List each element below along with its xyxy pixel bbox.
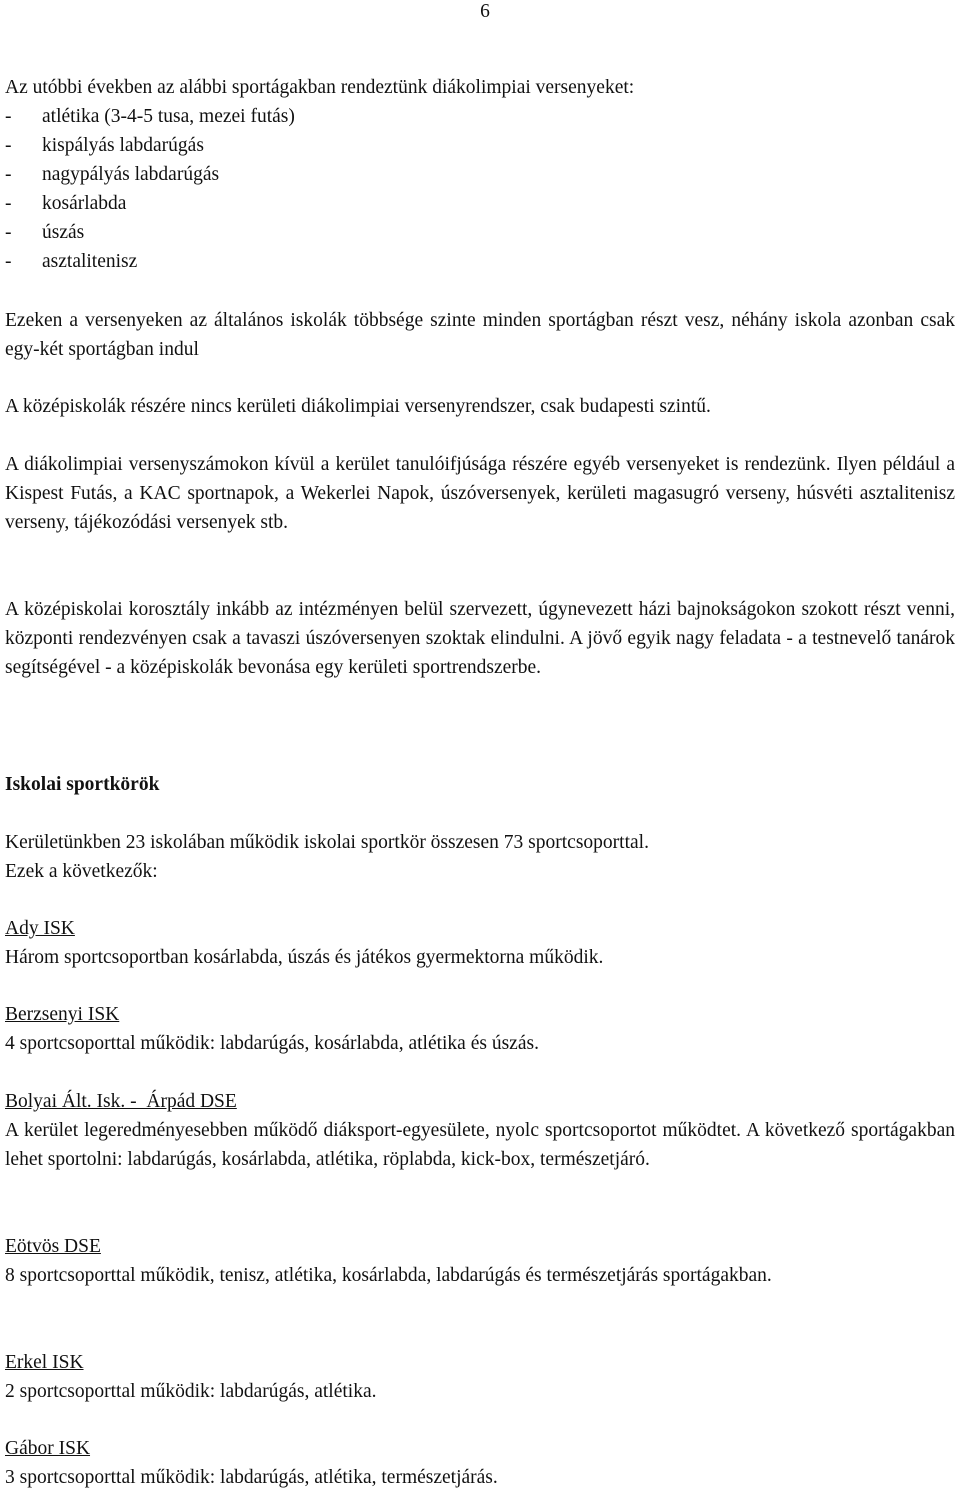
section-summary (5, 828, 955, 886)
school-description: 2 sportcsoporttal működik: labdarúgás, atlétika. (5, 1381, 377, 1402)
list-item (5, 131, 955, 160)
paragraph-participation: Ezeken a versenyeken az általános iskolák többsége szinte minden sportágban részt vesz, néhány iskola azonban csak egy-két sportágban indul (5, 310, 955, 360)
section-heading: Iskolai sportkörök (5, 774, 160, 795)
list-item-text: kispályás labdarúgás (42, 135, 204, 156)
list-item-text: asztalitenisz (42, 251, 138, 272)
list-dash: - (5, 193, 12, 214)
list-item (5, 247, 955, 276)
intro-block (5, 73, 955, 276)
paragraph-secondary-schools: A középiskolák részére nincs kerületi diákolimpiai versenyrendszer, csak budapesti szintű. (5, 396, 711, 417)
school-description: 4 sportcsoporttal működik: labdarúgás, kosárlabda, atlétika és úszás. (5, 1033, 539, 1054)
sports-list (5, 102, 955, 276)
school-entry (5, 1232, 955, 1290)
list-dash: - (5, 135, 12, 156)
list-item (5, 189, 955, 218)
list-item-text: kosárlabda (42, 193, 127, 214)
school-name: Erkel ISK (5, 1352, 84, 1373)
school-entry (5, 1087, 955, 1174)
list-item (5, 160, 955, 189)
school-name: Bolyai Ált. Isk. - Árpád DSE (5, 1091, 237, 1112)
list-dash: - (5, 222, 12, 243)
intro-lead: Az utóbbi években az alábbi sportágakban rendeztünk diákolimpiai versenyeket: (5, 77, 635, 98)
school-entry (5, 1434, 955, 1492)
school-entry (5, 914, 955, 972)
list-dash: - (5, 251, 12, 272)
page-number: 6 (480, 1, 490, 22)
list-item-text: úszás (42, 222, 85, 243)
school-entry (5, 1348, 955, 1406)
paragraph-secondary-age-group: A középiskolai korosztály inkább az intézményen belül szervezett, úgynevezett házi bajnokságokon szokott részt venni, központi rendezvényen csak a tavaszi úszóversenyen szoktak elindulni. A jövő egyik nagy feladata - a testnevelő tanárok segítségével - a középiskolák bevonása egy kerületi sportrendszerbe. (5, 599, 955, 678)
summary-line: Kerületünkben 23 iskolában működik iskolai sportkör összesen 73 sportcsoporttal. (5, 832, 649, 853)
school-description: 8 sportcsoporttal működik, tenisz, atlétika, kosárlabda, labdarúgás és természetjárás sportágakban. (5, 1265, 772, 1286)
list-item-text: nagypályás labdarúgás (42, 164, 220, 185)
paragraph-other-competitions: A diákolimpiai versenyszámokon kívül a kerület tanulóifjúsága részére egyéb versenyeket is rendezünk. Ilyen például a Kispest Futás, a KAC sportnapok, a Wekerlei Napok, úszóversenyek, kerületi magasugró verseny, húsvéti asztalitenisz verseny, tájékozódási versenyek stb. (5, 454, 955, 533)
school-description: 3 sportcsoporttal működik: labdarúgás, atlétika, természetjárás. (5, 1467, 498, 1488)
school-name: Gábor ISK (5, 1438, 91, 1459)
school-description: Három sportcsoportban kosárlabda, úszás és játékos gyermektorna működik. (5, 947, 604, 968)
list-item-text: atlétika (3-4-5 tusa, mezei futás) (42, 106, 295, 127)
school-name: Eötvös DSE (5, 1236, 101, 1257)
school-entry (5, 1000, 955, 1058)
list-item (5, 218, 955, 247)
list-dash: - (5, 164, 12, 185)
school-name: Ady ISK (5, 918, 75, 939)
school-name: Berzsenyi ISK (5, 1004, 120, 1025)
list-dash: - (5, 106, 12, 127)
school-description: A kerület legeredményesebben működő diáksport-egyesülete, nyolc sportcsoportot működtet. A következő sportágakban lehet sportolni: labdarúgás, kosárlabda, atlétika, röplabda, kick-box, természetjáró. (5, 1120, 955, 1170)
summary-line: Ezek a következők: (5, 861, 158, 882)
list-item (5, 102, 955, 131)
